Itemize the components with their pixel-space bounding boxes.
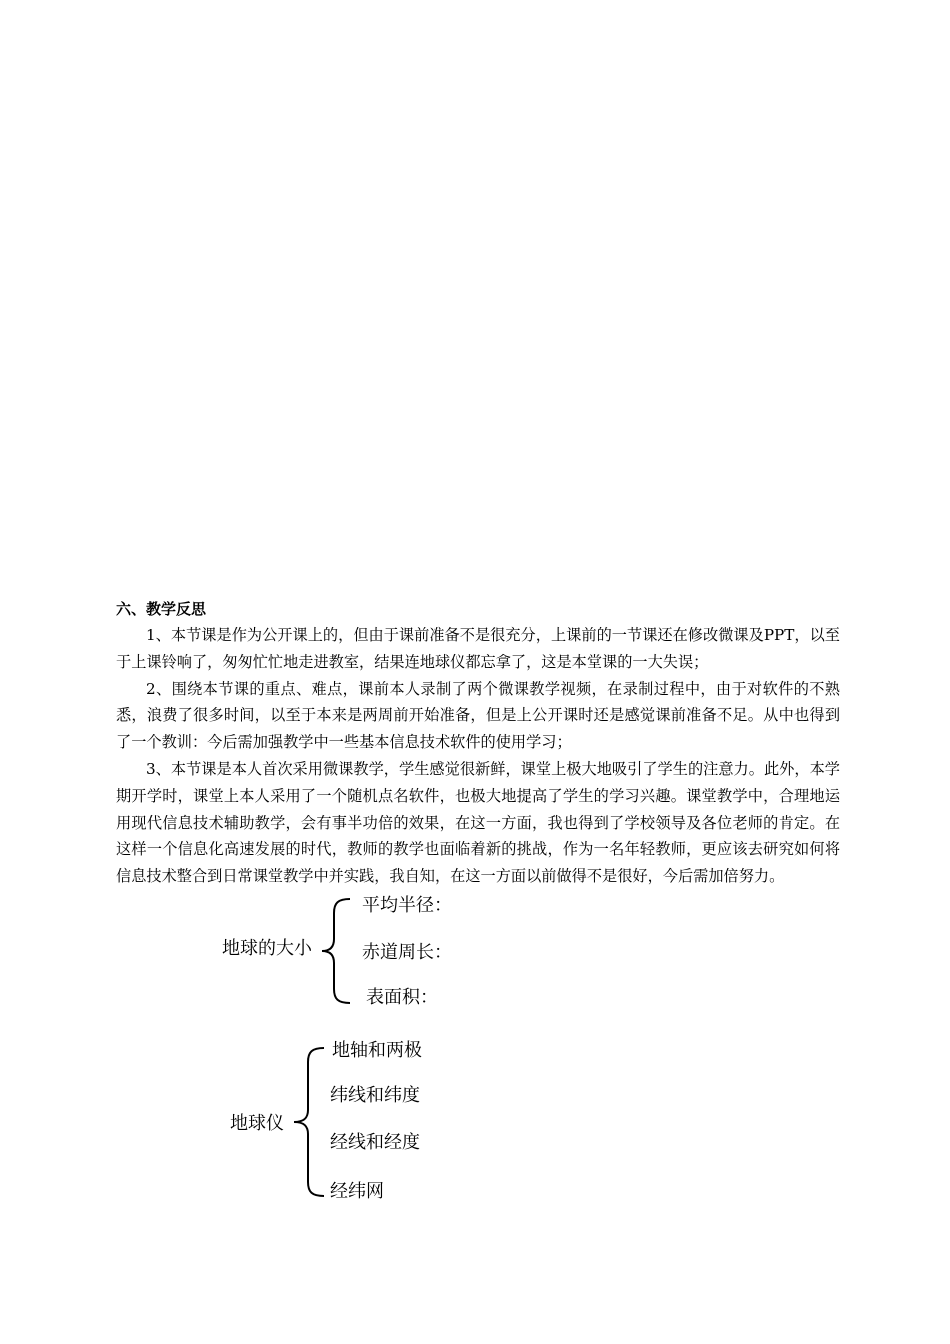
globe-item-longitude: 经线和经度 bbox=[330, 1132, 420, 1153]
paragraph-1: 1、本节课是作为公开课上的，但由于课前准备不是很充分，上课前的一节课还在修改微课及PPT，以至于上课铃响了，匆匆忙忙地走进教室，结果连地球仪都忘拿了，这是本堂课的一大失误； bbox=[116, 626, 840, 671]
paragraph-3: 3、本节课是本人首次采用微课教学，学生感觉很新鲜，课堂上极大地吸引了学生的注意力。此外，本学期开学时，课堂上本人采用了一个随机点名软件，也极大地提高了学生的学习兴趣。课堂教学中，合理地运用现代信息技术辅助教学，会有事半功倍的效果，在这一方面，我也得到了学校领导及各位老师的肯定。在这样一个信息化高速发展的时代，教师的教学也面临着新的挑战，作为一名年轻教师，更应该去研究如何将信息技术整合到日常课堂教学中并实践，我自知，在这一方面以前做得不是很好，今后需加倍努力。 bbox=[116, 759, 840, 886]
paragraph-2: 2、围绕本节课的重点、难点，课前本人录制了两个微课教学视频，在录制过程中，由于对软件的不熟悉，浪费了很多时间，以至于本来是两周前开始准备，但是上公开课时还是感觉课前准备不足。从中也得到了一个教训：今后需加强教学中一些基本信息技术软件的使用学习； bbox=[116, 679, 840, 752]
section-title: 六、教学反思 bbox=[116, 600, 207, 618]
brace-icon bbox=[290, 1044, 330, 1200]
earth-size-item-radius: 平均半径： bbox=[362, 895, 452, 916]
reflection-body bbox=[116, 622, 840, 890]
globe-item-graticule: 经纬网 bbox=[330, 1181, 384, 1202]
earth-size-root: 地球的大小 bbox=[222, 938, 312, 959]
globe-item-latitude: 纬线和纬度 bbox=[330, 1085, 420, 1106]
brace-icon bbox=[318, 895, 358, 1007]
globe-root: 地球仪 bbox=[230, 1113, 284, 1134]
earth-size-item-area: 表面积： bbox=[366, 987, 438, 1008]
globe-item-axis: 地轴和两极 bbox=[332, 1040, 422, 1061]
earth-size-item-circumference: 赤道周长： bbox=[362, 942, 452, 963]
